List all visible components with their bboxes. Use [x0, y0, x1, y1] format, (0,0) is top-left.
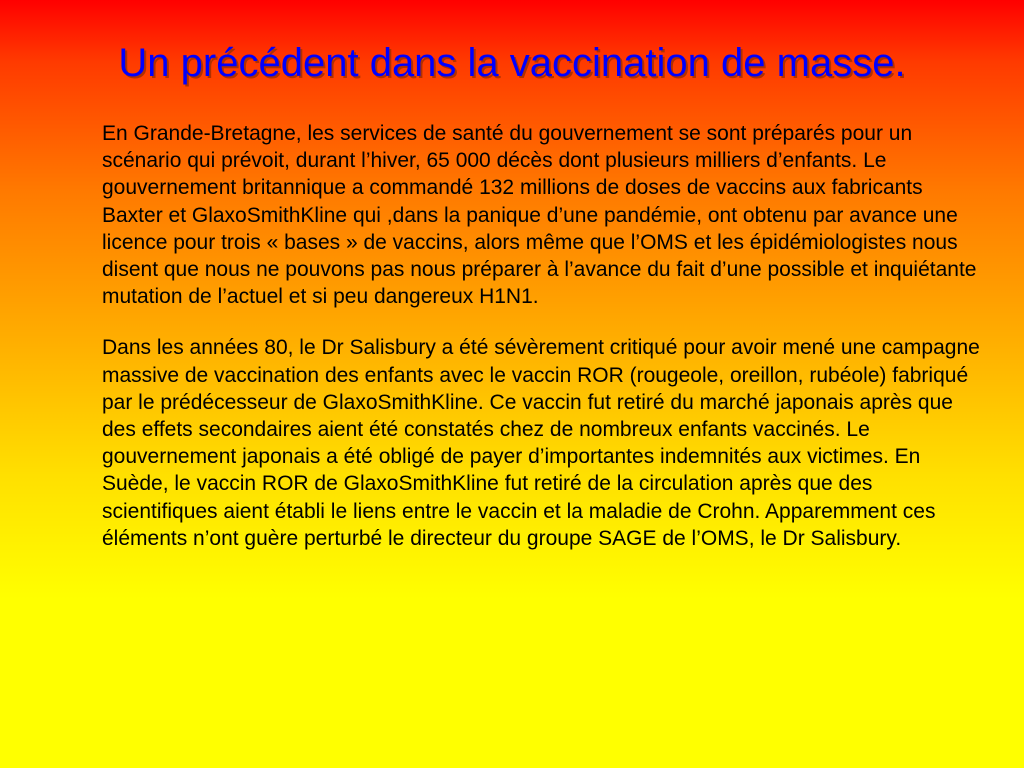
paragraph-uk-vaccine-order: En Grande-Bretagne, les services de santé du gouvernement se sont préparés pour un scénario qui prévoit, durant l’hiver, 65 000 décès dont plusieurs milliers d’enfants. Le gouvernement britannique a commandé 132 millions de doses de vaccins aux fabricants Baxter et GlaxoSmithKline qui ,dans la panique d’une pandémie, ont obtenu par avance une licence pour trois « bases » de vaccins, alors même que l’OMS et les épidémiologistes nous disent que nous ne pouvons pas nous préparer à l’avance du fait d’une possible et inquiétante mutation de l’actuel et si peu dangereux H1N1.	[102, 122, 977, 309]
slide-body	[102, 120, 982, 576]
paragraph-salisbury-ror: Dans les années 80, le Dr Salisbury a été sévèrement critiqué pour avoir mené une campagne massive de vaccination des enfants avec le vaccin ROR (rougeole, oreillon, rubéole) fabriqué par le prédécesseur de GlaxoSmithKline. Ce vaccin fut retiré du marché japonais après que des effets secondaires aient été constatés chez de nombreux enfants vaccinés. Le gouvernement japonais a été obligé de payer d’importantes indemnités aux victimes. En Suède, le vaccin ROR de GlaxoSmithKline fut retiré de la circulation après que des scientifiques aient établi le liens entre le vaccin et la maladie de Crohn. Apparemment ces éléments n’ont guère perturbé le directeur du groupe SAGE de l’OMS, le Dr Salisbury.	[102, 336, 980, 550]
slide-title: Un précédent dans la vaccination de masse.	[118, 41, 906, 85]
